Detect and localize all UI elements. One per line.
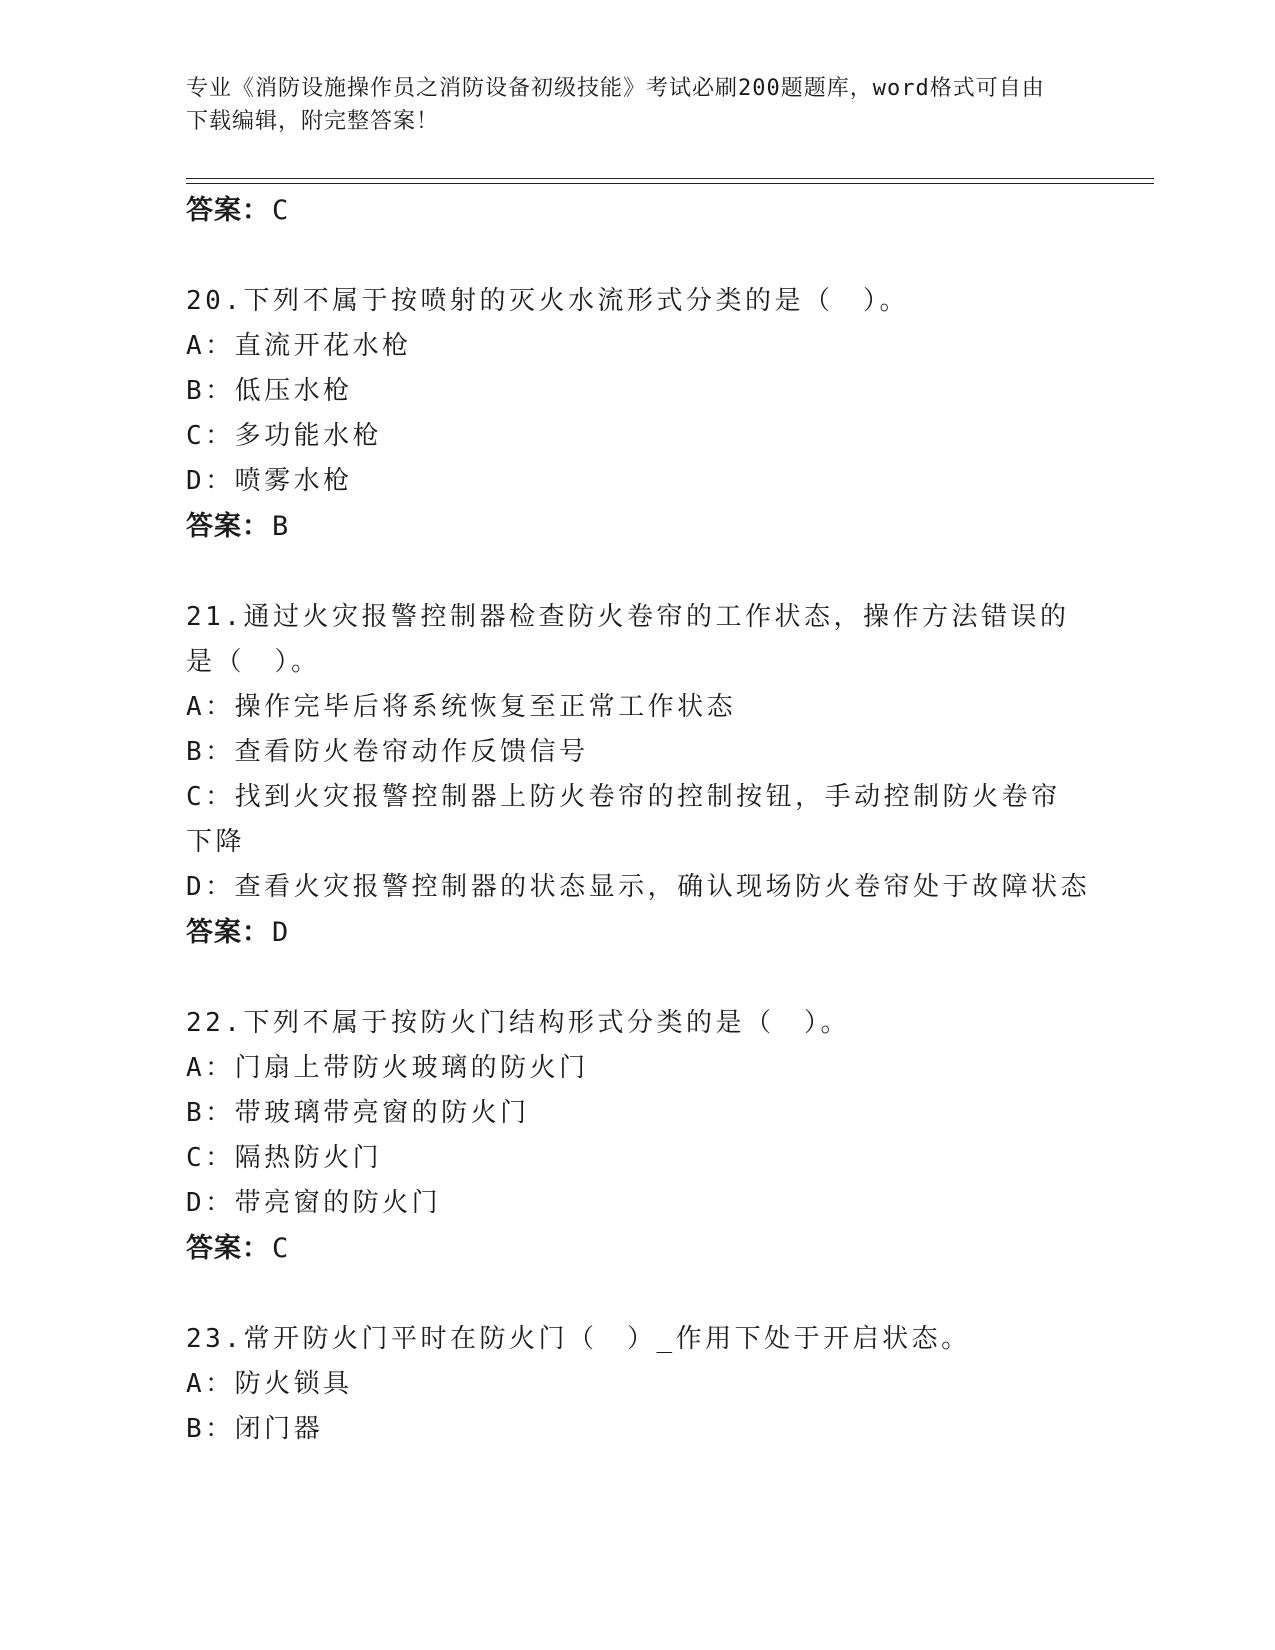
option-a: A：直流开花水枪 bbox=[186, 331, 412, 361]
spacer bbox=[186, 1271, 1086, 1317]
answer-line bbox=[186, 188, 1086, 233]
answer-label: 答案： bbox=[186, 917, 270, 948]
answer-value: C bbox=[272, 1233, 290, 1264]
option-a: A：防火锁具 bbox=[186, 1369, 353, 1399]
answer-value: C bbox=[272, 195, 290, 226]
spacer bbox=[186, 955, 1086, 1001]
option-c: C：隔热防火门 bbox=[186, 1143, 383, 1173]
question-23 bbox=[186, 1317, 1086, 1452]
answer-line bbox=[186, 910, 1086, 955]
question-stem: 21.通过火灾报警控制器检查防火卷帘的工作状态，操作方法错误的是（ ）。 bbox=[186, 602, 1070, 677]
option-a: A：操作完毕后将系统恢复至正常工作状态 bbox=[186, 692, 737, 722]
answer-line bbox=[186, 1226, 1086, 1271]
option-b: B：闭门器 bbox=[186, 1414, 324, 1444]
option-c: C：多功能水枪 bbox=[186, 421, 383, 451]
question-stem: 22.下列不属于按防火门结构形式分类的是（ ）。 bbox=[186, 1008, 850, 1038]
answer-value: D bbox=[272, 917, 290, 948]
option-b: B：查看防火卷帘动作反馈信号 bbox=[186, 737, 589, 767]
option-d: D：查看火灾报警控制器的状态显示，确认现场防火卷帘处于故障状态 bbox=[186, 872, 1091, 902]
answer-label: 答案： bbox=[186, 1233, 270, 1264]
question-21 bbox=[186, 595, 1091, 955]
document-header: 专业《消防设施操作员之消防设备初级技能》考试必刷200题题库，word格式可自由下载编辑，附完整答案！ bbox=[186, 76, 1045, 134]
option-b: B：带玻璃带亮窗的防火门 bbox=[186, 1098, 530, 1128]
answer-label: 答案： bbox=[186, 511, 270, 542]
spacer bbox=[186, 549, 1086, 595]
header-divider-top bbox=[186, 178, 1154, 179]
option-a: A：门扇上带防火玻璃的防火门 bbox=[186, 1053, 589, 1083]
answer-value: B bbox=[272, 511, 290, 542]
option-c: C：找到火灾报警控制器上防火卷帘的控制按钮，手动控制防火卷帘下降 bbox=[186, 782, 1061, 857]
header-divider-bottom bbox=[186, 183, 1154, 184]
option-b: B：低压水枪 bbox=[186, 376, 353, 406]
option-d: D：喷雾水枪 bbox=[186, 466, 353, 496]
spacer bbox=[186, 233, 1086, 279]
option-d: D：带亮窗的防火门 bbox=[186, 1188, 442, 1218]
question-20 bbox=[186, 279, 1086, 549]
question-list bbox=[186, 188, 1091, 1452]
question-stem: 23.常开防火门平时在防火门（ ）_作用下处于开启状态。 bbox=[186, 1324, 971, 1354]
answer-label: 答案： bbox=[186, 195, 270, 226]
question-stem: 20.下列不属于按喷射的灭火水流形式分类的是（ ）。 bbox=[186, 286, 909, 316]
answer-line bbox=[186, 504, 1086, 549]
question-22 bbox=[186, 1001, 1086, 1271]
